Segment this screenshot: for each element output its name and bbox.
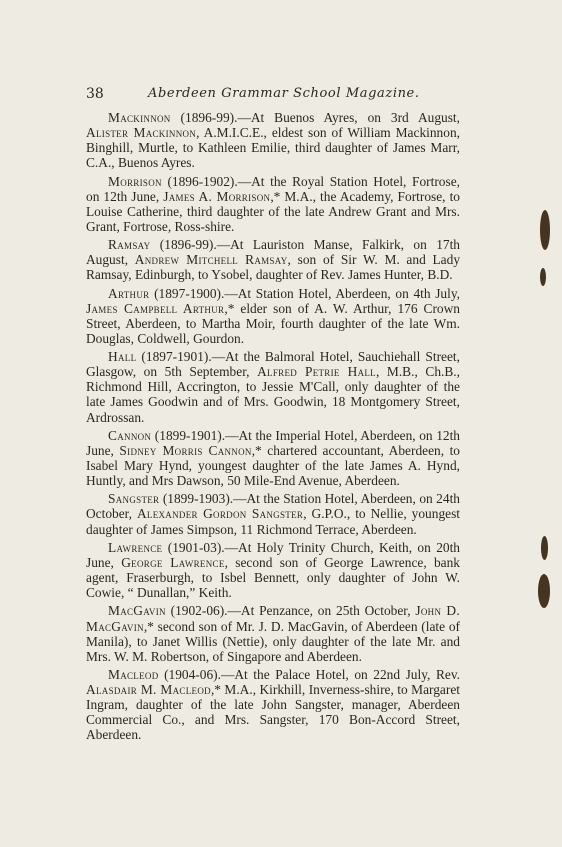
entry-dates: (1899-1901).—At the Imperial Hotel, Aberdeen, on 12th June, <box>86 427 460 458</box>
entry-surname: Lawrence <box>108 539 163 555</box>
page-header <box>86 86 466 104</box>
entry-dates: (1896-99).—At Lauriston Manse, Falkirk, on 17th August, <box>86 237 460 268</box>
entry-groom-name: Alasdair M. Macleod <box>86 682 211 698</box>
entry-text: ,* chartered accountant, Aberdeen, to Isabel Mary Hynd, youngest daughter of the late James A. Hynd, Huntly, and Mrs Dawson, 50 Mile-End Avenue, Aberdeen. <box>86 442 460 489</box>
entry-groom-name: Sidney Morris Cannon <box>119 442 252 458</box>
entry-text: , second son of George Lawrence, bank agent, Fraserburgh, to Isbel Bennett, only daughter of John W. Cowie, “ Dunallan,” Keith. <box>86 554 461 601</box>
entry-groom-name: James Campbell Arthur <box>86 300 225 316</box>
running-title: Aberdeen Grammar School Magazine. <box>148 86 420 101</box>
entry-surname: Mackinnon <box>108 110 171 125</box>
entry-text: , son of Sir W. M. and Lady Ramsay, Edinburgh, to Ysobel, daughter of Rev. James Hunter, B.D. <box>86 252 461 283</box>
entry-text: , A.M.I.C.E., eldest son of William Mackinnon, Binghill, Murtle, to Kathleen Emilie, third daughter of James Marr, C.A., Buenos Ayres. <box>86 125 460 171</box>
entry-dates: (1899-1903).—At the Station Hotel, Aberdeen, on 24th October, <box>86 491 460 522</box>
entry-dates: (1904-06).—At the Palace Hotel, on 22nd July, Rev. <box>158 666 460 682</box>
entry-text: ,* M.A., the Academy, Fortrose, to Louise Catherine, third daughter of the late Andrew Grant and Mrs. Grant, Fortrose, Ross-shire. <box>86 188 460 234</box>
entry-surname: Hall <box>108 349 137 365</box>
entry-cannon <box>86 428 460 488</box>
entry-text: ,* second son of Mr. J. D. MacGavin, of Aberdeen (late of Manila), to Janet Willis (Nettie), only daughter of the late Mr. and Mrs. W. M. Robertson, of Singapore and Aberdeen. <box>86 618 460 664</box>
entry-groom-name: Andrew Mitchell Ramsay <box>134 252 288 268</box>
entry-dates: (1896-1902).—At the Royal Station Hotel, Fortrose, on 12th June, <box>86 173 460 204</box>
entry-text: ,* M.A., Kirkhill, Inverness-shire, to Margaret Ingram, daughter of the late John Sangster, manager, Aberdeen Commercial Co., and Mrs. Sangster, 170 Bon-Accord Street, Aberdeen. <box>86 682 460 743</box>
entry-surname: Arthur <box>108 285 150 301</box>
entry-groom-name: George Lawrence <box>121 554 225 570</box>
entry-dates: (1901-03).—At Holy Trinity Church, Keith, on 20th June, <box>86 539 460 570</box>
entry-ramsay <box>86 237 460 282</box>
binding-mark <box>540 268 546 286</box>
entry-surname: Morrison <box>108 173 162 189</box>
entry-text: , G.P.O., to Nellie, youngest daughter of James Simpson, 11 Richmond Terrace, Aberdeen. <box>86 506 461 537</box>
entry-text: , M.B., Ch.B., Richmond Hill, Accrington, to Jessie M'Call, only daughter of the late James Goodwin and of Mrs. Goodwin, 18 Montgomery Street, Ardrossan. <box>86 364 461 425</box>
entry-morrison <box>86 174 460 234</box>
entry-groom-name: John D. MacGavin <box>86 603 460 634</box>
binding-mark <box>540 210 550 250</box>
entry-groom-name: Alfred Petrie Hall <box>257 364 376 380</box>
entry-surname: Macleod <box>108 666 159 682</box>
entry-surname: Cannon <box>108 427 152 443</box>
entry-surname: Sangster <box>108 491 160 507</box>
entry-groom-name: Alexander Gordon Sangster <box>136 506 304 522</box>
entry-macgavin <box>86 603 460 663</box>
entry-dates: (1897-1901).—At the Balmoral Hotel, Sauchiehall Street, Glasgow, on 5th September, <box>86 349 460 380</box>
entry-surname: Ramsay <box>108 237 151 253</box>
entry-dates: (1902-06).—At Penzance, on 25th October, <box>165 603 416 619</box>
binding-mark <box>538 574 550 608</box>
entry-text: ,* elder son of A. W. Arthur, 176 Crown Street, Aberdeen, to Martha Moir, fourth daughter of the late Wm. Douglas, Coldwell, Gourdon. <box>86 300 460 346</box>
entry-surname: MacGavin <box>108 603 166 619</box>
entry-hall <box>86 349 460 424</box>
entry-dates: (1896-99).—At Buenos Ayres, on 3rd August, <box>170 110 460 125</box>
entry-groom-name: Alister Mackinnon <box>86 125 197 141</box>
entry-dates: (1897-1900).—At Station Hotel, Aberdeen, on 4th July, <box>149 285 460 301</box>
page-number: 38 <box>86 86 104 102</box>
entry-groom-name: James A. Morrison <box>163 188 271 204</box>
entry-sangster <box>86 491 460 536</box>
binding-mark <box>541 536 548 560</box>
entry-lawrence <box>86 540 460 600</box>
entry-mackinnon <box>86 110 460 170</box>
entry-macleod <box>86 667 460 742</box>
entry-arthur <box>86 286 460 346</box>
marriage-notices <box>86 110 460 746</box>
